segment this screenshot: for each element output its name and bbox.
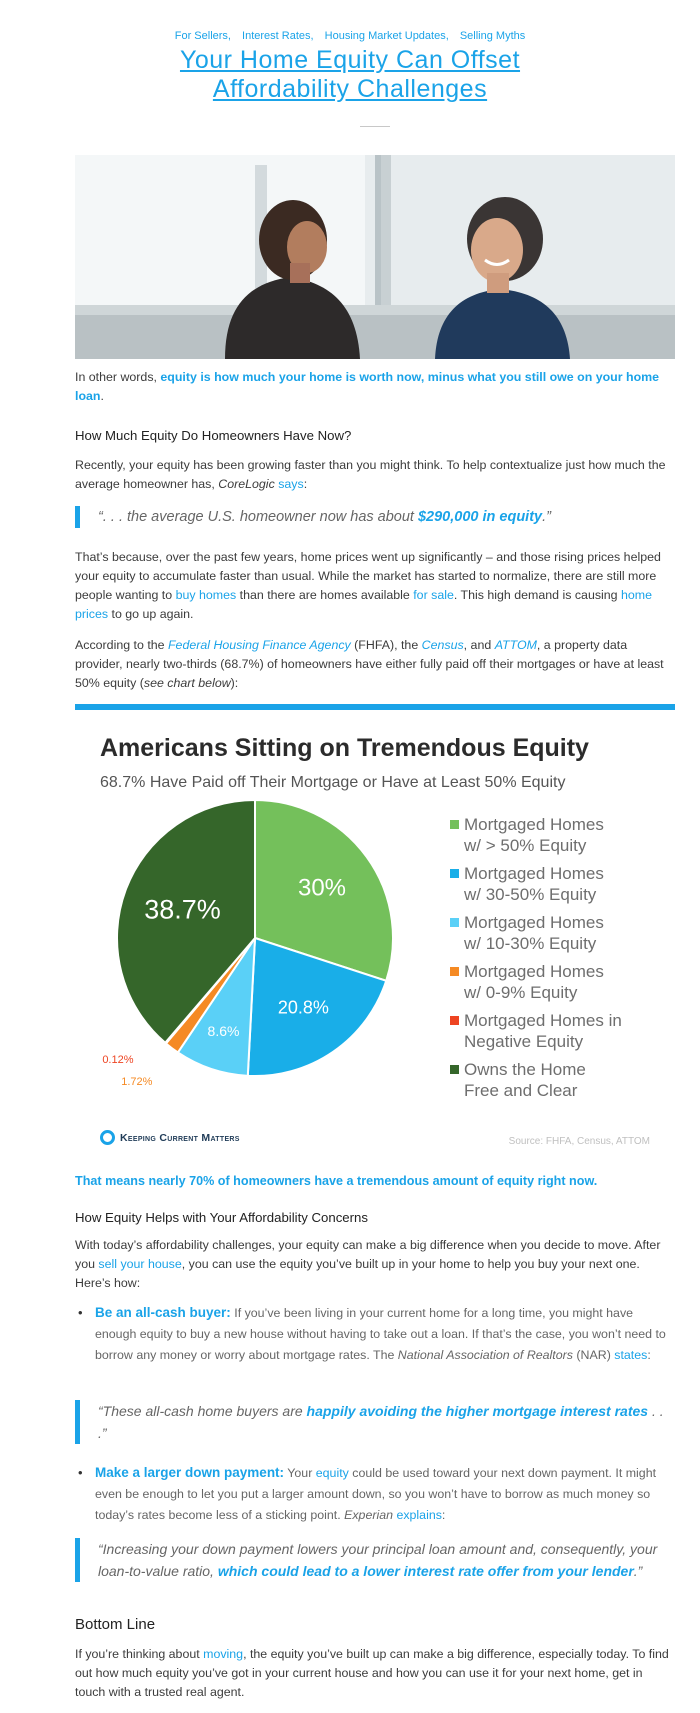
legend-item: Mortgaged Homes w/ 30-50% Equity: [450, 863, 670, 912]
moving-link[interactable]: moving: [203, 1647, 244, 1661]
legend-item: Owns the Home Free and Clear: [450, 1059, 670, 1108]
pie-data-label: 1.72%: [121, 1075, 153, 1088]
hero-photo-illustration: [75, 155, 675, 359]
blockquote: “. . . the average U.S. homeowner now has about $290,000 in equity.”: [75, 506, 675, 528]
attom-link[interactable]: ATTOM: [494, 638, 537, 652]
paragraph: If you’re thinking about moving, the equity you’ve built up can make a big difference, especially today. To find out how much equity you’ve got in your current house and how you can use it for your next home, get in touch with a trusted real agent.: [75, 1647, 669, 1699]
category-tags: [0, 30, 700, 42]
kcm-logo: Keeping Current Matters: [100, 1130, 240, 1145]
pie-data-label: 0.12%: [102, 1054, 134, 1067]
category-link[interactable]: Interest Rates,: [242, 30, 314, 42]
sell-your-house-link[interactable]: sell your house: [98, 1257, 182, 1271]
paragraph: With today’s affordability challenges, your equity can make a big difference when you decide to move. After you sell your house, you can use the equity you’ve built up in your home to help you buy your next one. Here’s how:: [75, 1238, 661, 1290]
kcm-logo-icon: [100, 1130, 115, 1145]
legend-item: Mortgaged Homes w/ 10-30% Equity: [450, 912, 670, 961]
chart-legend: [450, 814, 670, 1108]
legend-swatch: [450, 869, 459, 878]
equity-definition: equity is how much your home is worth now, minus what you still owe on your home loan: [75, 370, 660, 403]
paragraph: That’s because, over the past few years, home prices went up significantly – and those rising prices helped your equity to accumulate faster than usual. While the market has started to normalize, there are still more people wanting to buy homes than there are homes available for sale. This high demand is causing home prices to go up again.: [75, 550, 661, 621]
census-link[interactable]: Census: [421, 638, 464, 652]
legend-swatch: [450, 1016, 459, 1025]
explains-link[interactable]: explains: [396, 1508, 442, 1522]
bullet-title: Be an all-cash buyer:: [95, 1305, 231, 1320]
equity-link[interactable]: equity: [315, 1466, 349, 1480]
summary-line: That means nearly 70% of homeowners have a tremendous amount of equity right now.: [75, 1174, 598, 1188]
paragraph: Recently, your equity has been growing faster than you might think. To help contextualize just how much the average homeowner has, CoreLogic says:: [75, 458, 666, 491]
chart-subtitle: 68.7% Have Paid off Their Mortgage or Have at Least 50% Equity: [100, 774, 566, 791]
bottom-line-heading: Bottom Line: [75, 1616, 156, 1633]
for-sale-link[interactable]: for sale: [413, 588, 454, 602]
legend-swatch: [450, 918, 459, 927]
page-title[interactable]: Your Home Equity Can Offset Affordability Challenges: [179, 46, 521, 103]
equity-chart: [75, 704, 675, 1160]
paragraph: According to the Federal Housing Finance Agency (FHFA), the Census, and ATTOM, a property data provider, nearly two-thirds (68.7%) of homeowners have either fully paid off their mortgages or have at least 50% equity (see chart below):: [75, 638, 664, 690]
home-prices-link[interactable]: home prices: [75, 588, 653, 621]
legend-swatch: [450, 967, 459, 976]
pie-data-label: 20.8%: [277, 997, 329, 1018]
pie-data-label: 8.6%: [207, 1022, 240, 1039]
category-link[interactable]: For Sellers,: [174, 30, 231, 42]
blockquote: “Increasing your down payment lowers your principal loan amount and, consequently, your loan-to-value ratio, which could lead to a lower interest rate offer from your lender.”: [75, 1538, 675, 1582]
blockquote: “These all-cash home buyers are happily avoiding the higher mortgage interest rates . . .”: [75, 1400, 675, 1444]
states-link[interactable]: states: [614, 1348, 648, 1362]
category-link[interactable]: Selling Myths: [459, 30, 526, 42]
legend-item: Mortgaged Homes w/ > 50% Equity: [450, 814, 670, 863]
legend-item: Mortgaged Homes in Negative Equity: [450, 1010, 670, 1059]
chart-title: Americans Sitting on Tremendous Equity: [100, 734, 589, 762]
category-link[interactable]: Housing Market Updates,: [324, 30, 449, 42]
fhfa-link[interactable]: Federal Housing Finance Agency: [167, 638, 351, 652]
section-heading: How Equity Helps with Your Affordability Concerns: [75, 1210, 368, 1225]
chart-source: Source: FHFA, Census, ATTOM: [508, 1136, 650, 1147]
hero-image: [75, 155, 675, 359]
legend-swatch: [450, 820, 459, 829]
legend-item: Mortgaged Homes w/ 0-9% Equity: [450, 961, 670, 1010]
section-heading: How Much Equity Do Homeowners Have Now?: [75, 428, 352, 443]
title-divider: [360, 126, 390, 127]
bullet-title: Make a larger down payment:: [95, 1465, 285, 1480]
source-link[interactable]: says: [278, 477, 304, 491]
buy-homes-link[interactable]: buy homes: [175, 588, 237, 602]
pie-data-label: 30%: [297, 874, 347, 902]
pie-data-label: 38.7%: [144, 894, 221, 925]
intro-paragraph: In other words, equity is how much your home is worth now, minus what you still owe on your home loan.: [75, 370, 660, 403]
list-item: • Make a larger down payment: Your equity could be used toward your next down payment. It might even be enough to let you put a larger amount down, so you won’t have to borrow as much money so today’s rates become less of a sticking point. Experian explains:: [95, 1462, 675, 1526]
list-item: • Be an all-cash buyer: If you’ve been living in your current home for a long time, you might have enough equity to buy a new house without having to take out a loan. If that’s the case, you won’t need to borrow any money or worry about mortgage rates. The National Association of Realtors (NAR) states:: [95, 1302, 675, 1366]
legend-swatch: [450, 1065, 459, 1074]
